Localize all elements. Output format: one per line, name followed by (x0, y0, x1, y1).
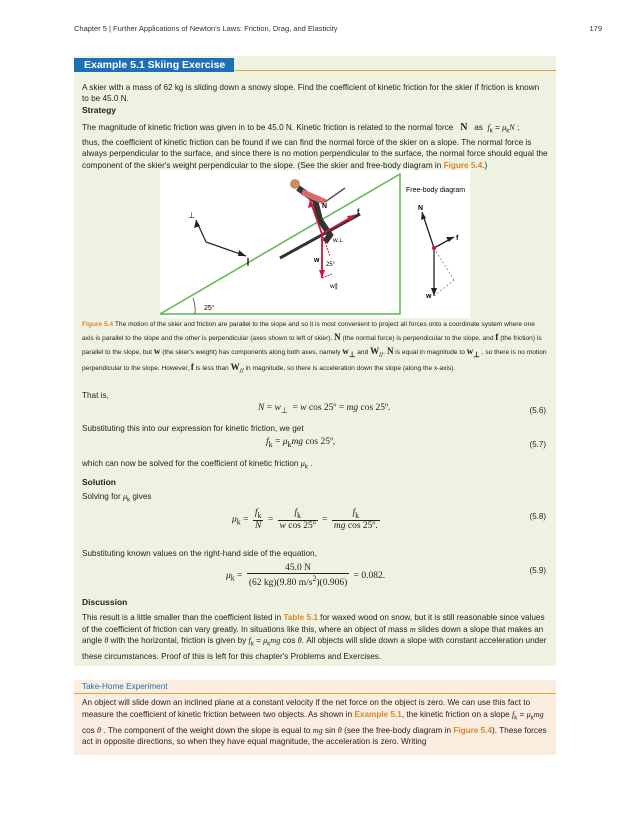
label-f: f (357, 209, 360, 216)
example-5-1-link[interactable]: Example 5.1 (354, 709, 402, 719)
label-N: N (322, 203, 328, 210)
figure-caption: Figure 5.4 The motion of the skier and friction are parallel to the slope and so it is most convenient to project all forces onto a coordinate system where one axis is parallel to the slope and the other is perpendicular (axes shown to left of skier). N (the normal force) is perpendicular to the slope, and f (the friction) is parallel to the slope, but w (the skier's weight) has components along both axes, namely $w_\perp$ and $W_{//}$. N is equal in magnitude to $w_\perp$ , so there is no motion perpendicular to the slope. However, f is less than $W_{//}$ in magnitude, so there is acceleration down the slope (along the x-axis). (82, 321, 547, 375)
angle-label: 25° (204, 305, 215, 312)
equation-number-5-9: (5.9) (529, 566, 546, 575)
angle-arc (193, 298, 195, 314)
that-is-text: That is, (82, 391, 109, 400)
label-wpar: w∥ (330, 283, 338, 290)
take-home-divider (74, 693, 556, 694)
page-header (74, 24, 602, 33)
fbd-label-f: f (456, 235, 459, 242)
fbd-label: Free-body diagram (406, 187, 466, 194)
figure-5-4-link[interactable]: Figure 5.4 (443, 160, 483, 170)
perp-axis-label: ⊥ (188, 211, 195, 220)
example-intro: A skier with a mass of 62 kg is sliding down a snowy slope. Find the coefficient of kinetic friction for the skier if friction is known to be 45.0 N. (82, 83, 540, 104)
angle-label-small: 25° (326, 262, 336, 268)
skier-figure (160, 170, 470, 318)
strategy-line1: The magnitude of kinetic friction was given in to be 45.0 N. Kinetic friction is related to the normal force N as $f_k = \mu_kN$ ; (82, 122, 520, 135)
table-5-1-link[interactable]: Table 5.1 (283, 613, 318, 622)
solution-heading: Solution (82, 477, 116, 487)
label-w: w (314, 257, 320, 264)
par-axis-label: ∥ (246, 257, 250, 266)
fbd-center-dot (432, 246, 436, 250)
equation-5-9: $\mu_k$ = $\frac{45.0 N}{(62 kg)(9.80 m/s^2)(0.906)}$ = 0.082. (226, 563, 386, 589)
page-number: 179 (589, 24, 602, 33)
skier-diagram (160, 170, 470, 318)
equation-number-5-8: (5.8) (529, 512, 546, 521)
equation-5-8: $\mu_k$ = $\frac{f_k}{N}$ = $\frac{f_k}{\text{w cos 25º}}$ = $\frac{f_k}{\text{mg cos 25º.}}$ (232, 508, 378, 531)
take-home-paragraph: An object will slide down an inclined plane at a constant velocity if the net force on the object is zero. We can use this fact to measure the coefficient of kinetic friction between two objects. As shown in Example 5.1, the kinetic friction on a slope $f_k = \mu_kmg$ cos θ . The component of the weight down the slope is equal to mg sin θ (see the free-body diagram in Figure 5.4). These forces act in opposite directions, so when they have equal magnitude, the acceleration is zero. Writing (82, 698, 547, 747)
discussion-heading: Discussion (82, 597, 128, 607)
take-home-box (74, 680, 556, 755)
discussion-paragraph: This result is a little smaller than the coefficient listed in Table 5.1 for waxed wood on snow, but it is still reasonable since values of the coefficient of friction can vary greatly. In situations like this, where an object of mass m slides down a slope that makes an angle θ with the horizontal, friction is given by $f_k = \mu_kmg$ cos θ. All objects will slide down a slope with constant acceleration under these circumstances. Proof of this is left for this chapter's Problems and Exercises. (82, 613, 547, 662)
example-box (74, 56, 556, 666)
substitute-text-2: Substituting known values on the right-hand side of the equation, (82, 549, 317, 558)
slope-triangle (160, 174, 400, 314)
strategy-paragraph: thus, the coefficient of kinetic friction can be found if we can find the normal force of the skier on a slope. The normal force is always perpendicular to the surface, and since there is no motion perpendicular to the surface, the normal force should equal the component of the skier's weight perpendicular to the slope. (See the skier and free-body diagram in Figure 5.4.) (82, 138, 548, 170)
title-divider (234, 70, 556, 71)
figure-5-4-link-2[interactable]: Figure 5.4 (453, 725, 493, 735)
equation-5-7: $f_k = \mu_kmg$ cos 25º, (266, 437, 336, 449)
substitute-text-1: Substituting this into our expression for kinetic friction, we get (82, 424, 304, 433)
example-title-bar (74, 56, 556, 72)
strategy-heading: Strategy (82, 105, 117, 115)
equation-5-6: $N = w_\perp = w$ cos 25º = mg cos 25º. (258, 403, 391, 415)
fbd-label-N: N (418, 205, 424, 212)
example-title: Example 5.1 Skiing Exercise (74, 58, 234, 72)
equation-number-5-6: (5.6) (529, 406, 546, 415)
label-wperp: w⊥ (333, 237, 344, 244)
take-home-title: Take-Home Experiment (82, 682, 168, 691)
solving-for-text: Solving for $\mu_k$ gives (82, 492, 152, 504)
chapter-title: Chapter 5 | Further Applications of Newton's Laws: Friction, Drag, and Elasticity (74, 24, 338, 33)
equation-number-5-7: (5.7) (529, 440, 546, 449)
solve-for-text: which can now be solved for the coefficient of kinetic friction $\mu_k$ . (82, 459, 313, 471)
fbd-label-w: w (426, 293, 432, 300)
